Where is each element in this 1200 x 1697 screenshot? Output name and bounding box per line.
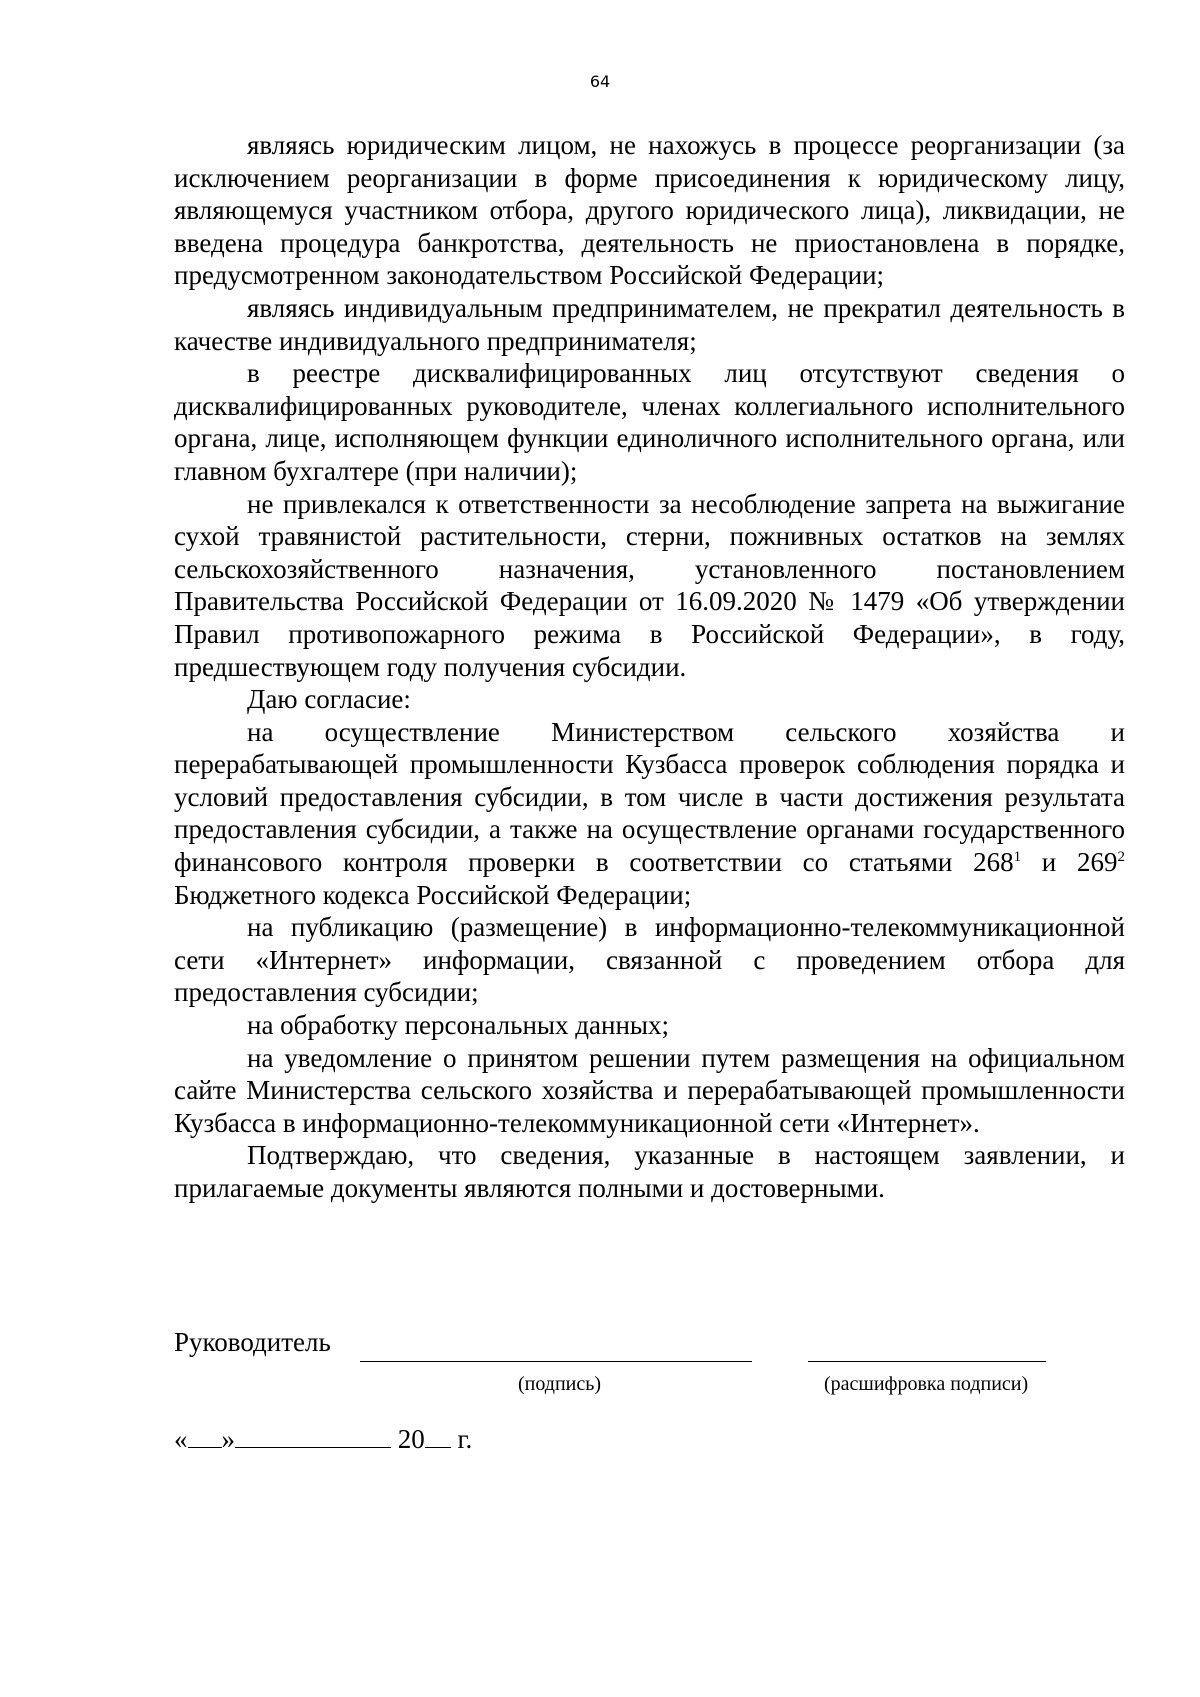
signature-caption: (подпись): [518, 1373, 602, 1395]
month-blank: [235, 1446, 391, 1448]
paragraph-legal-entity-status: являясь юридическим лицом, не нахожусь в процессе реорганизации (за исключением реорганизации в форме присоединения к юридическому лицу, являющемуся участником отбора, другого юридического лица), ликвидации, не введена процедура банкротства, деятельность не приостановлена в порядке, предусмотренном законодательством Российской Федерации;: [174, 130, 1125, 291]
year-prefix: 20: [397, 1424, 425, 1454]
date-close-quote: »: [221, 1424, 235, 1454]
day-blank: [188, 1446, 222, 1448]
paragraph-consent-notification: на уведомление о принятом решении путем размещения на официальном сайте Министерства сельского хозяйства и перерабатывающей промышленности Кузбасса в информационно-телекоммуникационной сети «Интернет».: [174, 1042, 1125, 1138]
year-blank: [425, 1446, 451, 1448]
superscript: 2: [1117, 849, 1125, 866]
page-number: 64: [589, 72, 611, 91]
paragraph-burning-ban: не привлекался к ответственности за несоблюдение запрета на выжигание сухой травянистой растительности, стерни, пожнивных остатков на землях сельскохозяйственного назначения, установленного постановлением Правительства Российской Федерации от 16.09.2020 № 1479 «Об утверждении Правил противопожарного режима в Российской Федерации», в году, предшествующем году получения субсидии.: [174, 488, 1125, 682]
paragraph-consent-heading: Даю согласие:: [247, 684, 411, 715]
text-segment: и 269: [1021, 847, 1118, 878]
paragraph-consent-publication: на публикацию (размещение) в информационно-телекоммуникационной сети «Интернет» информации, связанной с проведением отбора для предоставления субсидии;: [174, 912, 1125, 1008]
document-body: [174, 129, 1125, 1205]
paragraph-confirmation: Подтверждаю, что сведения, указанные в настоящем заявлении, и прилагаемые документы являются полными и достоверными.: [174, 1140, 1125, 1203]
signature-label: Руководитель: [174, 1327, 331, 1357]
paragraph-consent-personal-data: на обработку персональных данных;: [247, 1010, 670, 1041]
paragraph-consent-inspections: [174, 716, 1125, 912]
signature-line: [360, 1361, 752, 1362]
year-suffix: г.: [450, 1424, 473, 1454]
paragraph-disqualified-registry: в реестре дисквалифицированных лиц отсутствуют сведения о дисквалифицированных руководителе, членах коллегиального исполнительного органа, лице, исполняющем функции единоличного исполнительного органа, или главном бухгалтере (при наличии);: [174, 358, 1125, 486]
signature-decode-caption: (расшифровка подписи): [824, 1373, 1029, 1395]
date-line: [174, 1424, 472, 1455]
paragraph-individual-entrepreneur: являясь индивидуальным предпринимателем, не прекратил деятельность в качестве индивидуального предпринимателя;: [174, 292, 1125, 356]
date-open-quote: «: [174, 1424, 188, 1454]
superscript: 1: [1013, 849, 1022, 866]
text-segment: Бюджетного кодекса Российской Федерации;: [174, 879, 692, 910]
text-segment: на осуществление Министерством сельского хозяйства и перерабатывающей промышленности Кузбасса проверок соблюдения порядка и условий предоставления субсидии, в том числе в части достижения результата предоставления субсидии, а также на осуществление органами государственного финансового контроля проверки в соответствии со статьями 268: [174, 716, 1125, 878]
signature-decode-line: [808, 1361, 1046, 1362]
